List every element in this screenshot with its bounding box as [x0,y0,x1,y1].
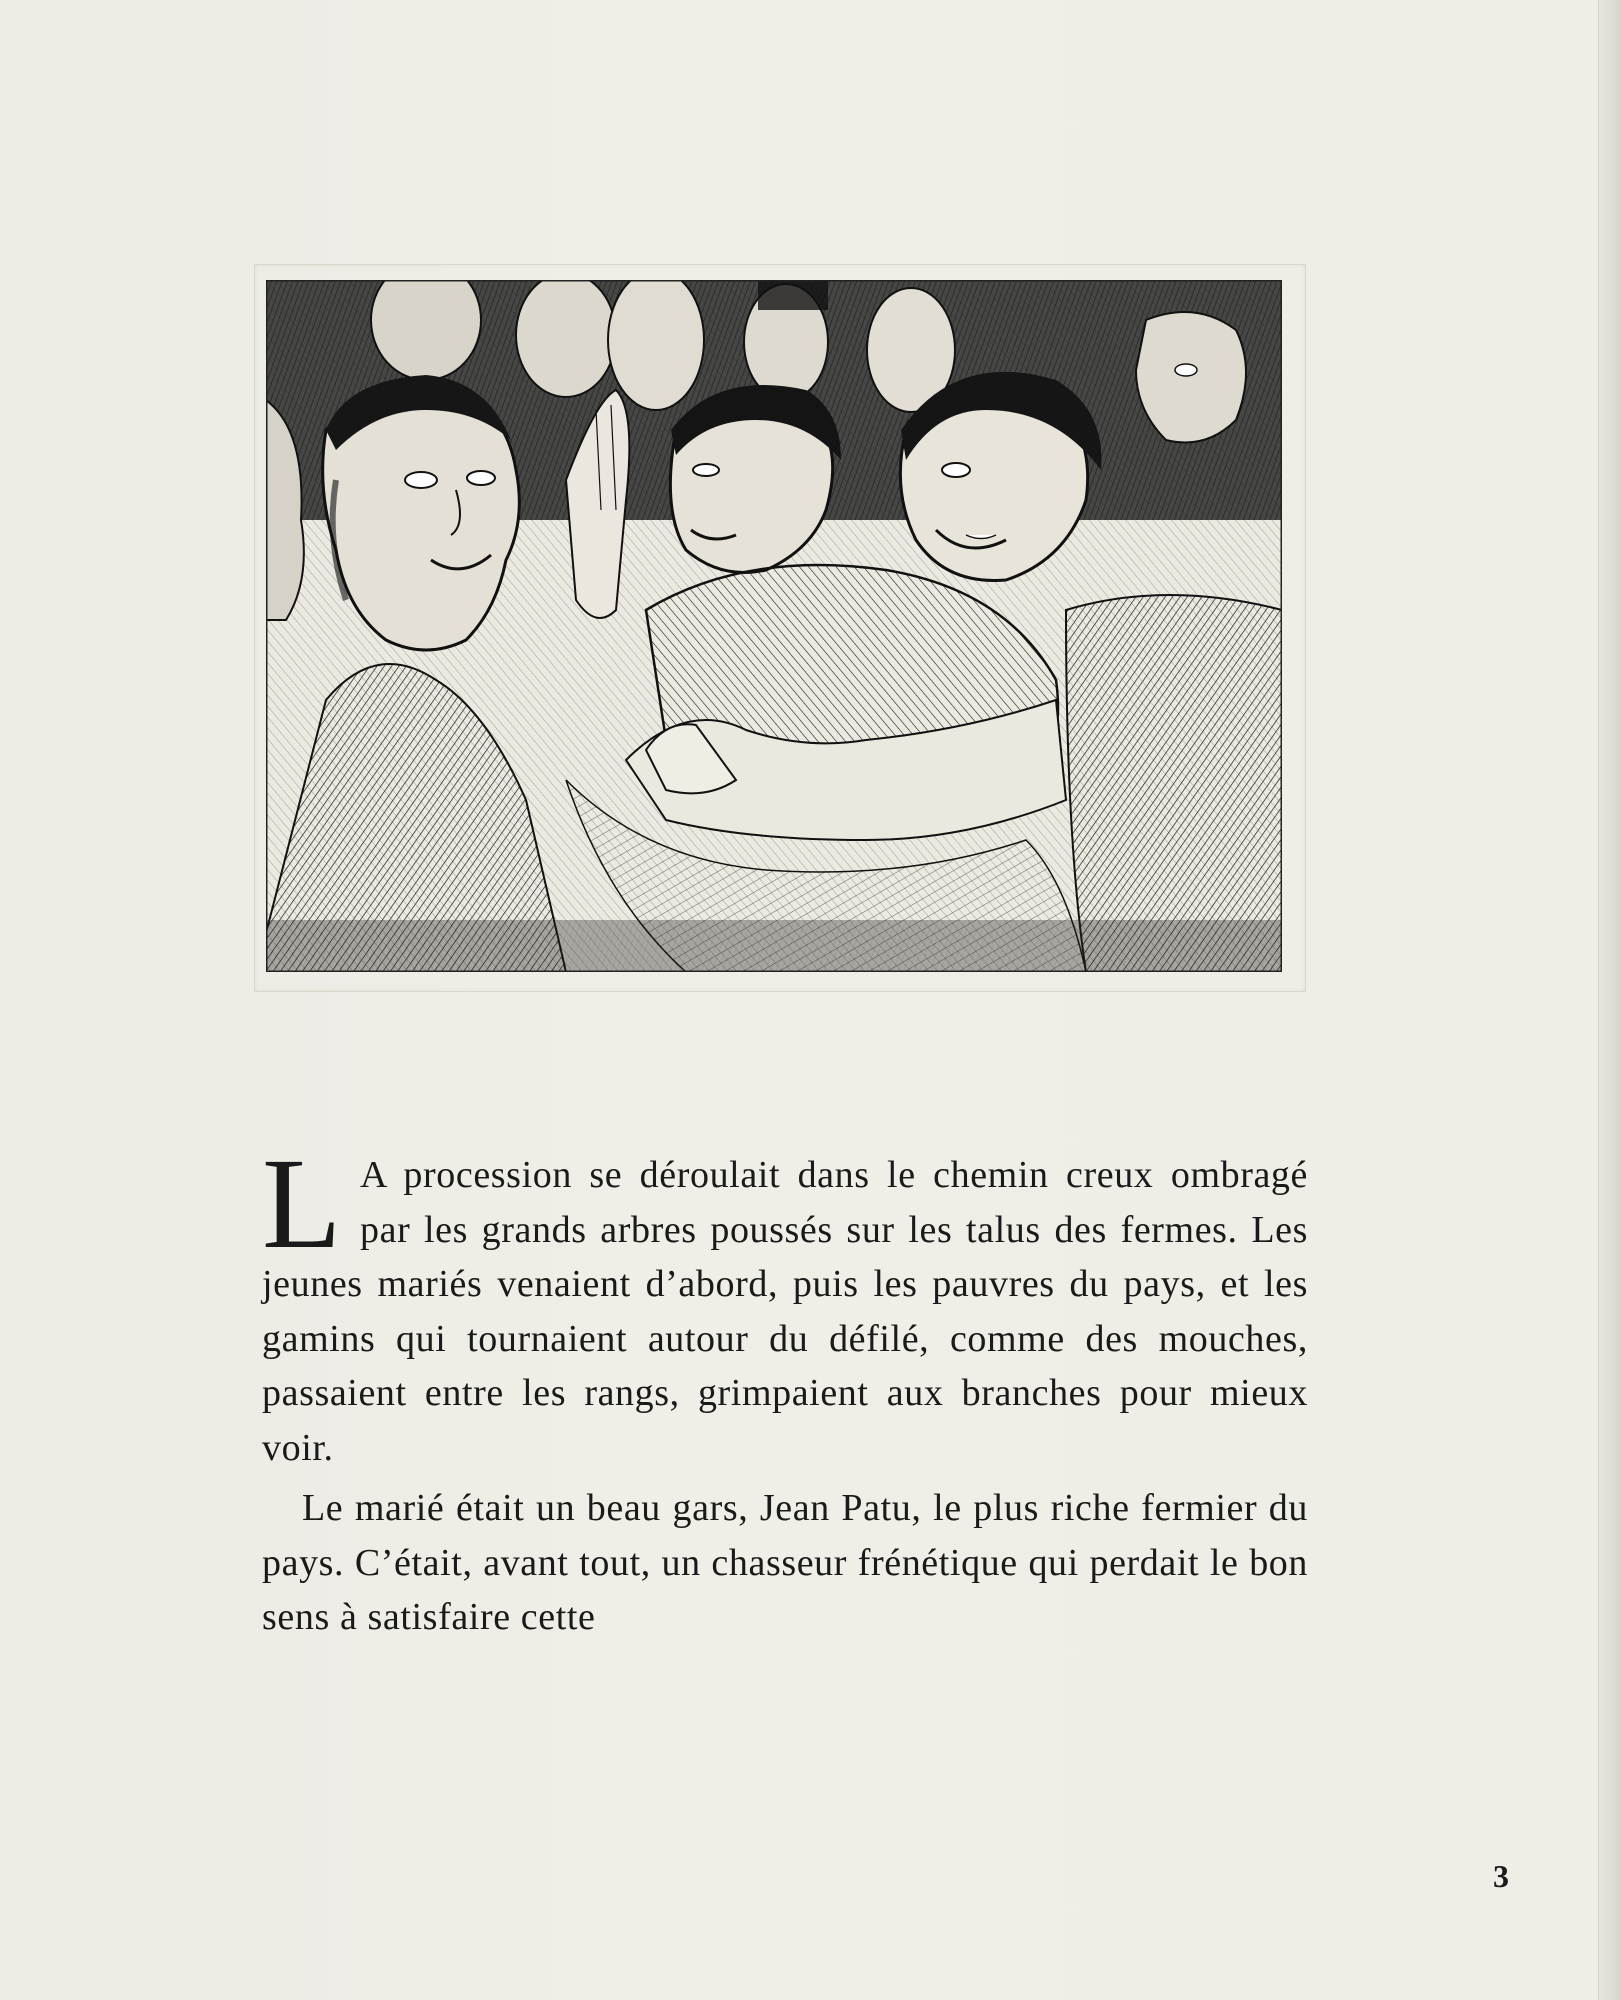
paragraph-1-text: A procession se déroulait dans le chemin creux ombragé par les grands arbres poussés sur les talus des fermes. Les jeunes mariés venaient d’abord, puis les pauvres du pays, et les gamins qui tournaient autour du défilé, comme des mouches, passaient entre les rangs, grimpaient aux branches pour mieux voir. [262,1154,1308,1469]
page-edge-shadow [1598,0,1621,2000]
page-number: 3 [1493,1858,1509,1894]
paragraph-2 [262,1481,1308,1645]
paragraph-1 [262,1132,1308,1475]
body-text [262,1132,1308,1645]
drop-cap: L [262,1132,343,1276]
etching-illustration [266,280,1282,972]
paragraph-2-text: Le marié était un beau gars, Jean Patu, le plus riche fermier du pays. C’était, avant tout, un chasseur frénétique qui perdait le bon sens à satisfaire cette [262,1487,1308,1638]
